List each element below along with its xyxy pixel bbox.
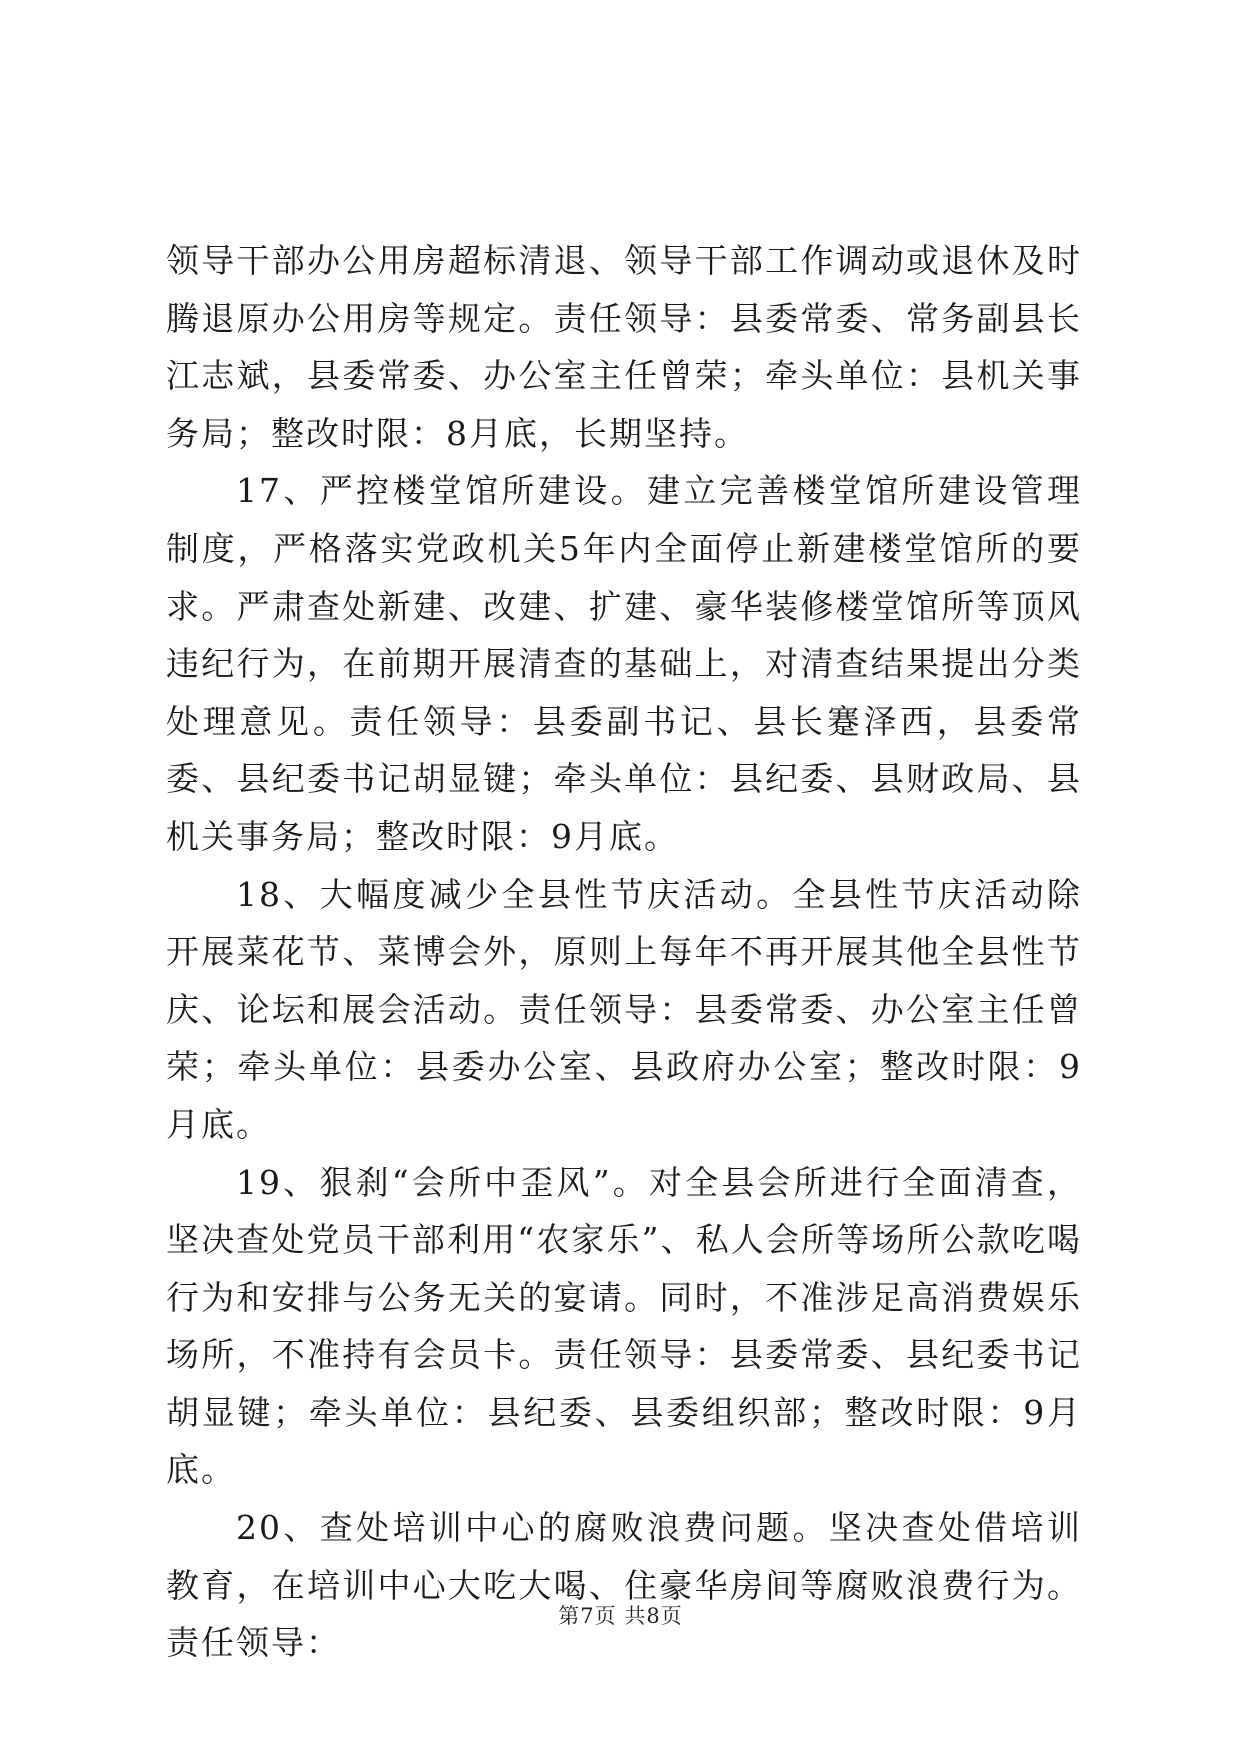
page-number-footer: 第7页 共8页 bbox=[558, 1604, 683, 1628]
body-text bbox=[166, 232, 1082, 1672]
paragraph-item-20: 20、查处培训中心的腐败浪费问题。坚决查处借培训教育，在培训中心大吃大喝、住豪华房间等腐败浪费行为。责任领导： bbox=[166, 1508, 1082, 1663]
paragraph-item-19: 19、狠刹“会所中歪风”。对全县会所进行全面清查，坚决查处党员干部利用“农家乐”、私人会所等场所公款吃喝行为和安排与公务无关的宴请。同时，不准涉足高消费娱乐场所，不准持有会员卡。责任领导：县委常委、县纪委书记胡显键；牵头单位：县纪委、县委组织部；整改时限：9月底。 bbox=[166, 1162, 1082, 1490]
paragraph-item-17: 17、严控楼堂馆所建设。建立完善楼堂馆所建设管理制度，严格落实党政机关5年内全面停止新建楼堂馆所的要求。严肃查处新建、改建、扩建、豪华装修楼堂馆所等顶风违纪行为，在前期开展清查的基础上，对清查结果提出分类处理意见。责任领导：县委副书记、县长蹇泽西，县委常委、县纪委书记胡显键；牵头单位：县纪委、县财政局、县机关事务局；整改时限：9月底。 bbox=[166, 471, 1082, 856]
paragraph-continuation: 领导干部办公用房超标清退、领导干部工作调动或退休及时腾退原办公用房等规定。责任领导：县委常委、常务副县长江志斌，县委常委、办公室主任曾荣；牵头单位：县机关事务局；整改时限：8月底，长期坚持。 bbox=[166, 241, 1082, 453]
paragraph-item-18: 18、大幅度减少全县性节庆活动。全县性节庆活动除开展菜花节、菜博会外，原则上每年不再开展其他全县性节庆、论坛和展会活动。责任领导：县委常委、办公室主任曾荣；牵头单位：县委办公室、县政府办公室；整改时限：9月底。 bbox=[166, 874, 1082, 1144]
